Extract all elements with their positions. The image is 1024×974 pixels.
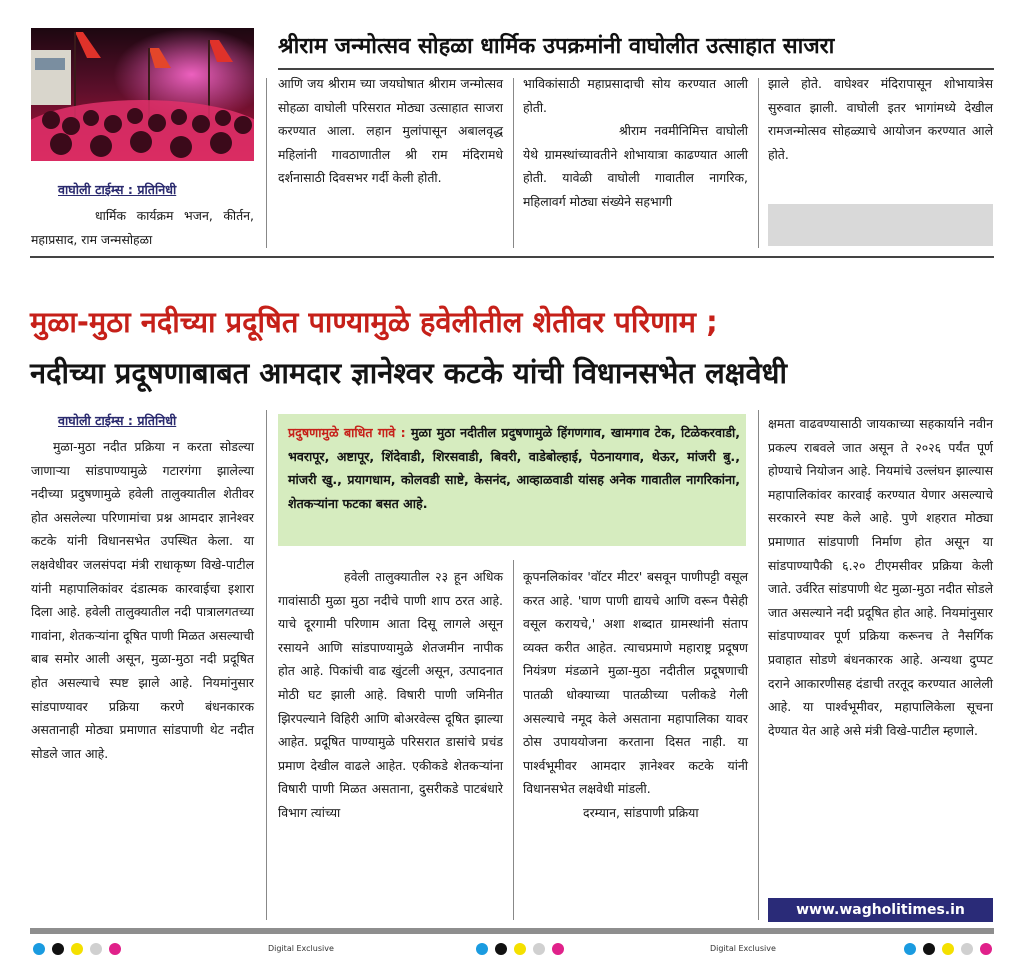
headline-underline: [278, 68, 994, 70]
registration-dot-black: [923, 943, 935, 955]
registration-dot-cyan: [33, 943, 45, 955]
column-divider: [513, 560, 514, 920]
story1-column-3: [523, 72, 748, 214]
story2-column-4: क्षमता वाढवण्यासाठी जायकाच्या सहकार्याने नवीन प्रकल्प राबवले जात असून ते २०२६ पर्यंत पूर्ण होण्याचे नियोजन आहे. नियमांचे उल्लंघन झाल्यास महापालिकांवर कारवाई करण्यात येणार असल्याचे सरकारने स्पष्ट केले आहे. पुणे शहरात मोठ्या प्रमाणात सांडपाणी निर्माण होत असून या सांडपाण्यापैकी ६.२० टीएमसीवर प्रक्रिया केली जाते. उर्वरित सांडपाणी थेट मुळा-मुठा नदीत सोडले जात असल्याने नदी प्रदूषित होत आहे. नियमांनुसार सांडपाण्यावर पूर्ण प्रक्रिया करूनच ते नैसर्गिक प्रवाहात सोडणे बंधनकारक आहे. अन्यथा दुप्पट दराने आकारणीसह दंडाची तरतूद करण्यात आलेली आहे. या पार्श्वभूमीवर, महापालिकेला सूचना देण्यात येत आहे असे मंत्री विखे-पाटील म्हणाले.: [768, 416, 993, 738]
story1-column-2: आणि जय श्रीराम च्या जयघोषात श्रीराम जन्मोत्सव सोहळा वाघोली परिसरात मोठ्या उत्साहात साजरा करण्यात आला. लहान मुलांपासून अबालवृद्ध महिलांनी गावठाणातील श्री राम मंदिरामधे दर्शनासाठी दिवसभर गर्दी केली होती.: [278, 76, 503, 186]
story1-col3-para2: श्रीराम नवमीनिमित्त वाघोली येथे ग्रामस्थांच्यावतीने शोभायात्रा काढण्यात आली होती. यावेळी वाघोली गावातील नागरिक, महिलावर्ग मोठ्या संख्येने सहभागी: [523, 123, 748, 209]
registration-dot-cyan: [476, 943, 488, 955]
story2-byline: वाघोली टाईम्स : प्रतिनिधी: [58, 413, 177, 428]
column-divider: [758, 410, 759, 920]
column-divider: [758, 78, 759, 248]
story2-col3-para1: कूपनलिकांवर 'वॉटर मीटर' बसवून पाणीपट्टी वसूल करत आहे. 'घाण पाणी द्यायचे आणि वरून पैसेही वसूल करायचे,' अशा शब्दात ग्रामस्थांनी संताप व्यक्त करीत आहेत. त्याचप्रमाणे महाराष्ट्र प्रदूषण नियंत्रण मंडळाने मुळा-मुठा नदीतील प्रदूषणाची पातळी धोक्याच्या पातळीच्या पलीकडे गेली असल्याचे नमूद केले असताना महापालिका यावर ठोस उपाययोजना करताना दिसत नाही. या पार्श्वभूमीवर आमदार ज्ञानेश्वर कटके यांनी विधानसभेत लक्षवेधी मांडली.: [523, 569, 748, 797]
registration-dot-grey: [961, 943, 973, 955]
registration-dot-cyan: [904, 943, 916, 955]
grey-placeholder-box: [768, 204, 993, 246]
story2-col3-para2: दरम्यान, सांडपाणी प्रक्रिया: [583, 804, 699, 820]
column-divider: [513, 78, 514, 248]
registration-dot-grey: [533, 943, 545, 955]
story1-column-4: झाले होते. वाघेश्वर मंदिरापासून शोभायात्रेस सुरुवात झाली. वाघोली इतर भागांमध्ये देखील रामजन्मोत्सव सोहळ्याचे आयोजन करण्यात आले होते.: [768, 76, 993, 162]
story1-column-1: धार्मिक कार्यक्रम भजन, कीर्तन, महाप्रसाद, राम जन्मसोहळा: [31, 208, 254, 247]
story2-column-3: [523, 565, 748, 825]
digital-exclusive-right: Digital Exclusive: [710, 944, 776, 953]
digital-exclusive-left: Digital Exclusive: [268, 944, 334, 953]
affected-villages-list: मुळा मुठा नदीतील प्रदुषणामुळे हिंगणगाव, खामगाव टेक, टिळेकरवाडी, भवरापूर, अष्टापूर, शिंदेवाडी, शिरसवाडी, बिवरी, वाडेबोल्हाई, पेठनायगाव, थेऊर, मांजरी बु., मांजरी खु., प्रयागधाम, कोलवडी साष्टे, केसनंद, आव्हाळवाडी यांसह अनेक गावातील नागरिकांना, शेतकऱ्यांना फटका बसत आहे.: [288, 425, 740, 511]
procession-photo: [31, 28, 254, 161]
website-banner[interactable]: www.wagholitimes.in: [768, 898, 993, 922]
story2-headline-red: मुळा-मुठा नदीच्या प्रदूषित पाण्यामुळे हवेलीतील शेतीवर परिणाम ;: [30, 305, 718, 339]
story1-col3-para1: भाविकांसाठी महाप्रसादाची सोय करण्यात आली होती.: [523, 76, 748, 115]
registration-dot-yellow: [71, 943, 83, 955]
story2-column-2: हवेली तालुक्यातील २३ हून अधिक गावांसाठी मुळा मुठा नदीचे पाणी शाप ठरत आहे. याचे दूरगामी परिणाम आता दिसू लागले असून रसायने आणि सांडपाण्यामुळे शेतजमीन नापीक होत आहे. पिकांची वाढ खुंटली असून, उत्पादनात मोठी घट झाली आहे. विषारी पाणी जमिनीत झिरपल्याने विहिरी आणि बोअरवेल्स दूषित झाल्या आहेत. प्रदूषित पाण्यामुळे परिसरात डासांचे प्रचंड प्रमाण देखील वाढले आहेत. एकीकडे शेतकऱ्यांना विषारी पाणी मिळत असताना, दुसरीकडे पाटबंधारे विभाग त्यांच्या: [278, 569, 503, 820]
registration-dot-yellow: [942, 943, 954, 955]
story2-column-1: मुळा-मुठा नदीत प्रक्रिया न करता सोडल्या जाणाऱ्या सांडपाण्यामुळे गटारगंगा झालेल्या नदीच्या प्रदुषणामुळे हवेली तालुक्यातील शेतीवर होत असलेल्या परिणामांचा प्रश्न आमदार ज्ञानेश्वर कटके यांनी विधानसभेत उपस्थित केला. या लक्षवेधीवर जलसंपदा मंत्री राधाकृष्ण विखे-पाटील यांनी महापालिकांवर दंडात्मक कारवाईचा इशारा दिला आहे. हवेली तालुक्यातील नदी पात्रालगतच्या गावांना, शेतकऱ्यांना दूषित पाणी मिळत असल्याची बाब समोर आली असून, मुळा-मुठा नदी प्रदूषित होत असल्याचे स्पष्ट झाले आहे. नियमांनुसार सांडपाण्यावर प्रक्रिया करणे बंधनकारक असतानाही मोठ्या प्रमाणात सांडपाणी थेट नदीत सोडले जात आहे.: [31, 439, 254, 761]
registration-dot-yellow: [514, 943, 526, 955]
story2-headline-black: नदीच्या प्रदूषणाबाबत आमदार ज्ञानेश्वर कटके यांची विधानसभेत लक्षवेधी: [30, 356, 787, 390]
registration-dot-magenta: [552, 943, 564, 955]
registration-dot-magenta: [109, 943, 121, 955]
affected-villages-text: [288, 421, 740, 515]
registration-dot-magenta: [980, 943, 992, 955]
story1-headline: श्रीराम जन्मोत्सव सोहळा धार्मिक उपक्रमांनी वाघोलीत उत्साहात साजरा: [278, 34, 835, 59]
section-divider: [30, 256, 994, 258]
column-divider: [266, 410, 267, 920]
registration-dot-black: [495, 943, 507, 955]
registration-dot-black: [52, 943, 64, 955]
column-divider: [266, 78, 267, 248]
registration-dot-grey: [90, 943, 102, 955]
footer-rule: [30, 928, 994, 934]
affected-villages-label: प्रदुषणामुळे बाधित गावे :: [288, 425, 406, 440]
story1-byline: वाघोली टाईम्स : प्रतिनिधी: [58, 182, 177, 197]
